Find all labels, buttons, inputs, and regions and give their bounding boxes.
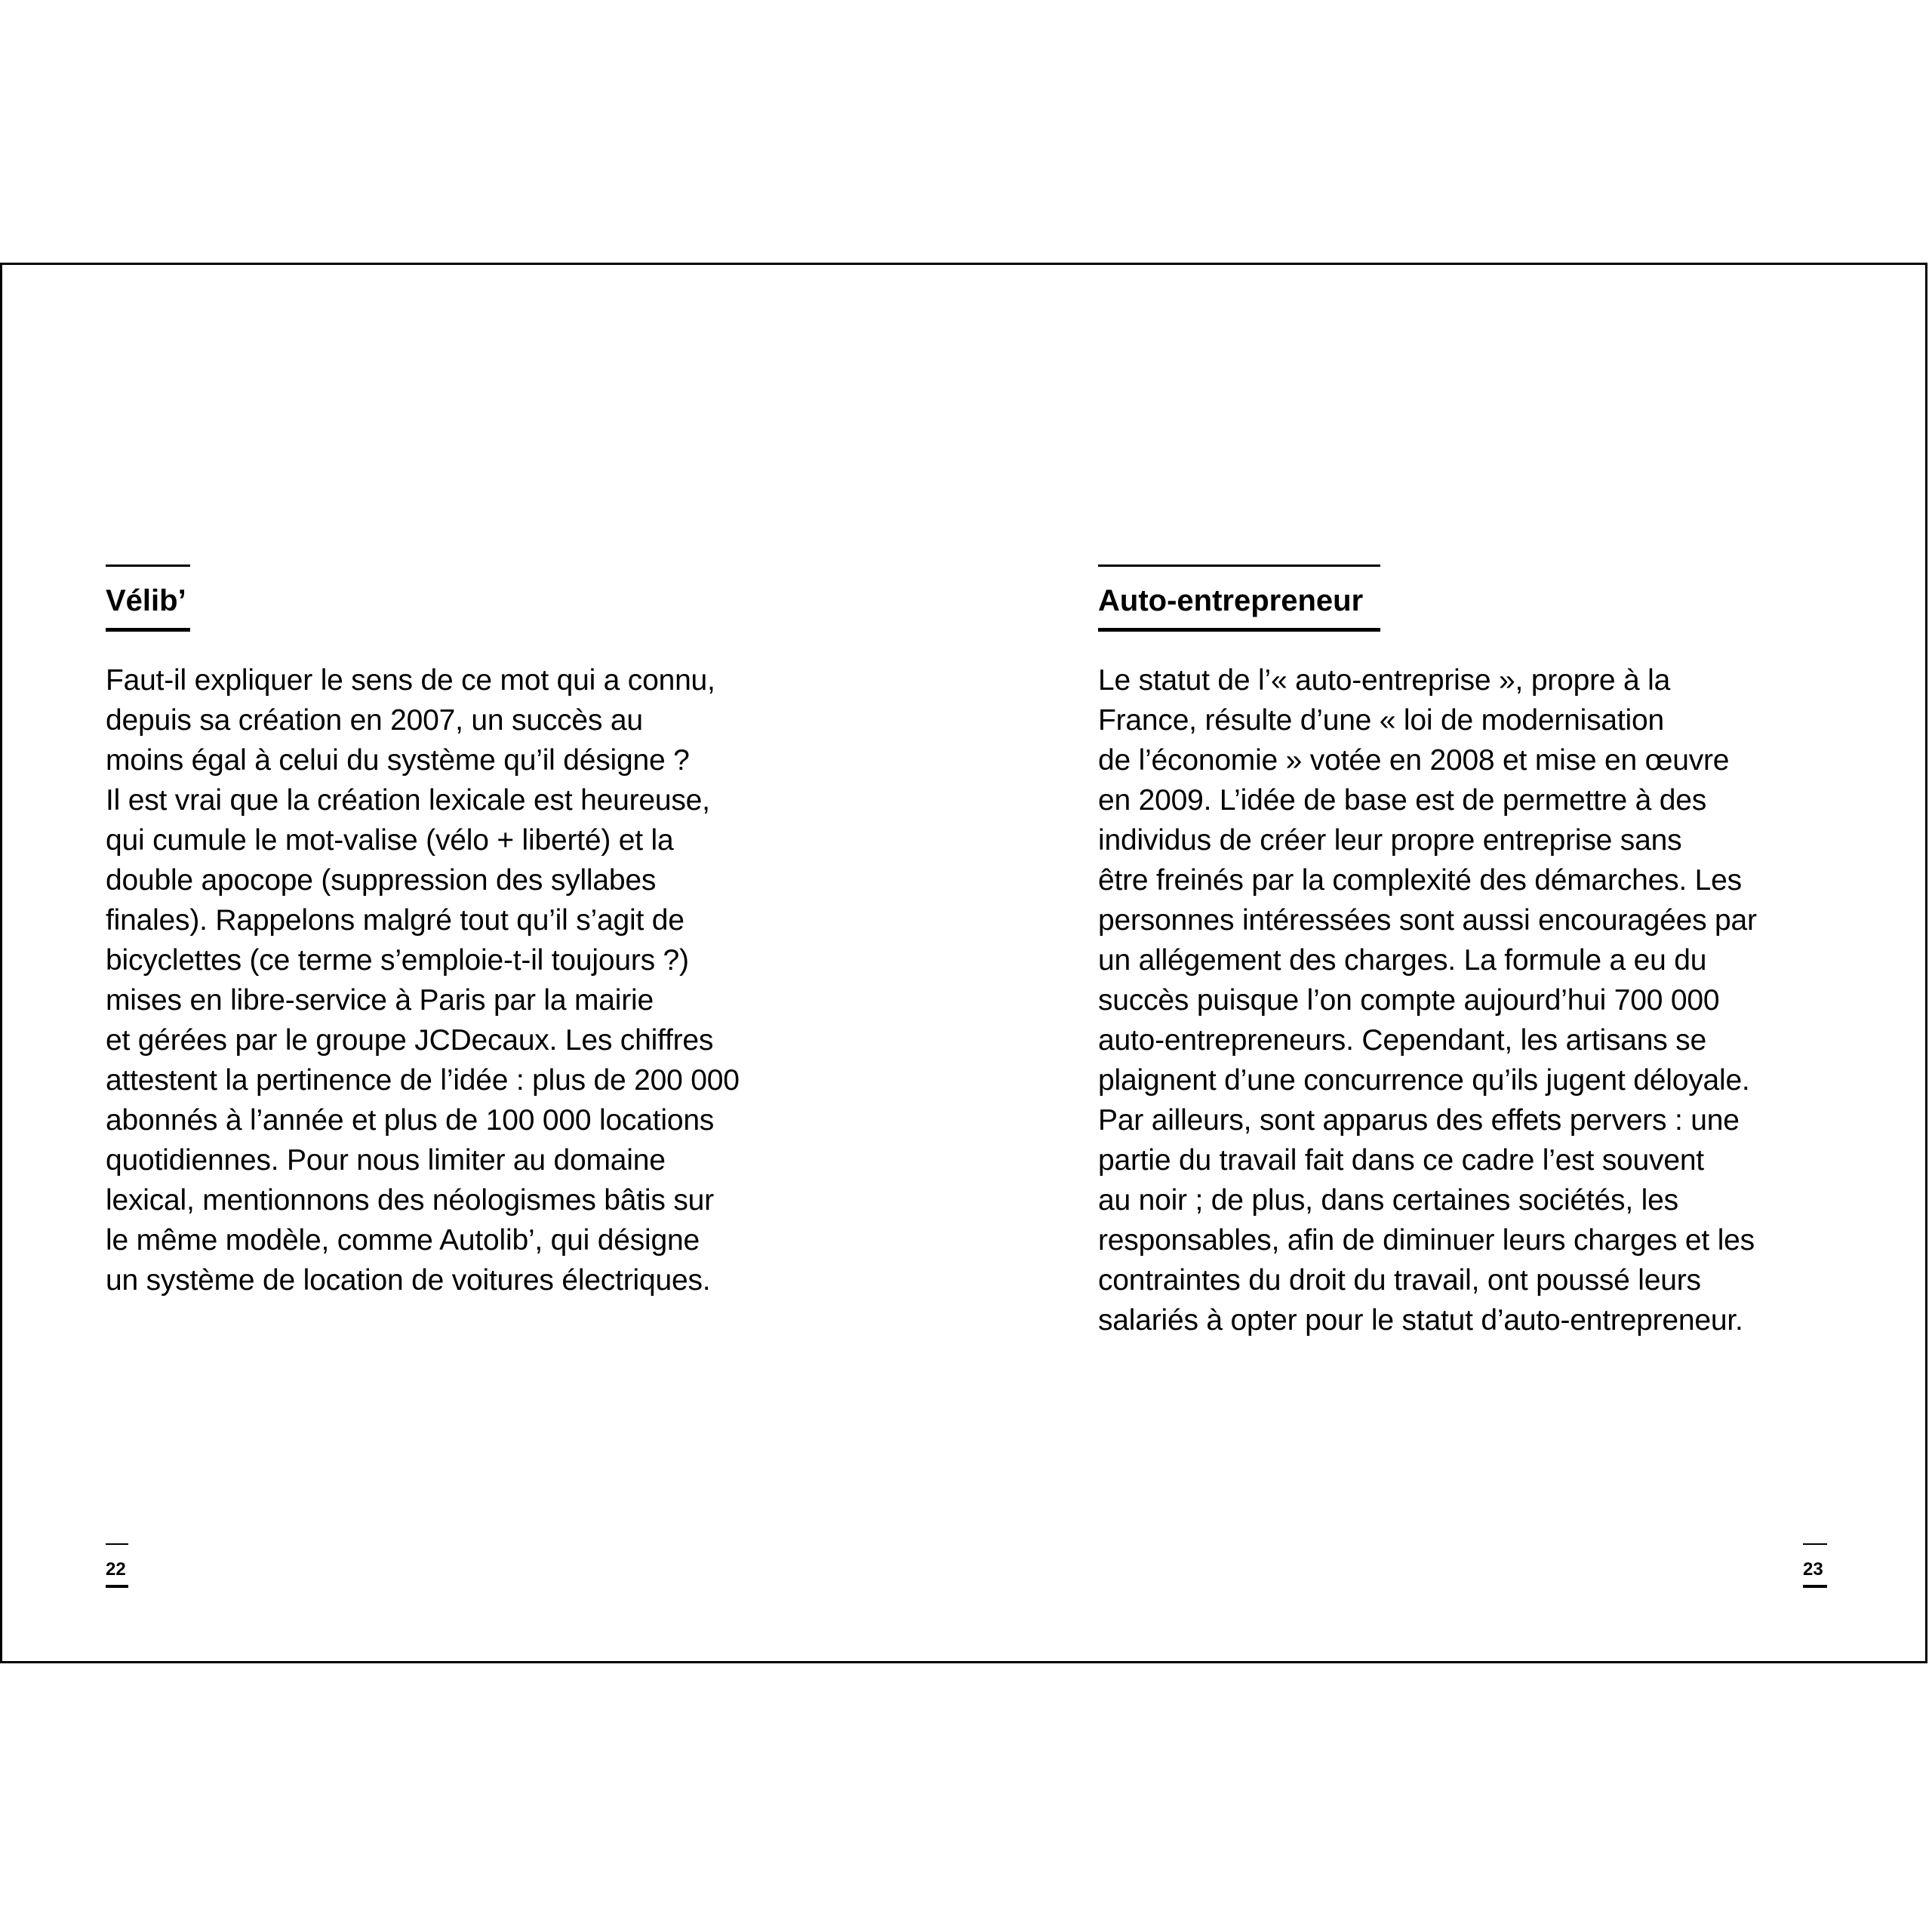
left-page-title: Vélib’ bbox=[106, 584, 186, 617]
body-line: Par ailleurs, sont apparus des effets pervers : une bbox=[1098, 1104, 1740, 1137]
right-page-number-top-rule bbox=[1803, 1543, 1827, 1545]
left-page-number: 22 bbox=[106, 1559, 126, 1580]
body-line: Faut-il expliquer le sens de ce mot qui a connu, bbox=[106, 664, 715, 697]
left-title-top-rule bbox=[106, 565, 190, 567]
body-line: au noir ; de plus, dans certaines sociétés, les bbox=[1098, 1184, 1678, 1217]
body-line: un système de location de voitures électriques. bbox=[106, 1264, 711, 1297]
body-line: personnes intéressées sont aussi encouragées par bbox=[1098, 904, 1757, 937]
body-line: finales). Rappelons malgré tout qu’il s’agit de bbox=[106, 904, 685, 937]
body-line: auto-entrepreneurs. Cependant, les artisans se bbox=[1098, 1024, 1706, 1057]
body-line: plaignent d’une concurrence qu’ils jugent déloyale. bbox=[1098, 1064, 1750, 1097]
body-line: mises en libre-service à Paris par la mairie bbox=[106, 984, 654, 1017]
left-page-number-underline bbox=[106, 1585, 128, 1588]
left-page-number-top-rule bbox=[106, 1543, 128, 1545]
body-line: abonnés à l’année et plus de 100 000 locations bbox=[106, 1104, 715, 1137]
right-title-top-rule bbox=[1098, 565, 1380, 567]
body-line: France, résulte d’une « loi de modernisation bbox=[1098, 704, 1664, 737]
body-line: et gérées par le groupe JCDecaux. Les chiffres bbox=[106, 1024, 714, 1057]
body-line: moins égal à celui du système qu’il désigne ? bbox=[106, 744, 690, 777]
body-line: depuis sa création en 2007, un succès au bbox=[106, 704, 643, 737]
body-line: en 2009. L’idée de base est de permettre à des bbox=[1098, 784, 1707, 817]
body-line: Il est vrai que la création lexicale est heureuse, bbox=[106, 784, 710, 817]
body-line: attestent la pertinence de l’idée : plus de 200 000 bbox=[106, 1064, 740, 1097]
right-page-number: 23 bbox=[1803, 1559, 1823, 1580]
body-line: qui cumule le mot-valise (vélo + liberté) et la bbox=[106, 824, 674, 857]
body-line: individus de créer leur propre entreprise sans bbox=[1098, 824, 1682, 857]
body-line: bicyclettes (ce terme s’emploie-t-il toujours ?) bbox=[106, 944, 689, 977]
right-title-underline bbox=[1098, 628, 1380, 632]
right-page-number-underline bbox=[1803, 1585, 1827, 1588]
body-line: le même modèle, comme Autolib’, qui désigne bbox=[106, 1224, 700, 1257]
body-line: partie du travail fait dans ce cadre l’est souvent bbox=[1098, 1144, 1704, 1177]
body-line: lexical, mentionnons des néologismes bâtis sur bbox=[106, 1184, 714, 1217]
body-line: Le statut de l’« auto-entreprise », propre à la bbox=[1098, 664, 1671, 697]
body-line: responsables, afin de diminuer leurs charges et les bbox=[1098, 1224, 1755, 1257]
body-line: double apocope (suppression des syllabes bbox=[106, 864, 657, 897]
body-line: quotidiennes. Pour nous limiter au domaine bbox=[106, 1144, 666, 1177]
body-line: être freinés par la complexité des démarches. Les bbox=[1098, 864, 1742, 897]
body-line: succès puisque l’on compte aujourd’hui 700 000 bbox=[1098, 984, 1720, 1017]
left-title-underline bbox=[106, 628, 190, 632]
right-page-title: Auto-entrepreneur bbox=[1098, 584, 1364, 617]
body-line: de l’économie » votée en 2008 et mise en œuvre bbox=[1098, 744, 1730, 777]
body-line: salariés à opter pour le statut d’auto-entrepreneur. bbox=[1098, 1304, 1743, 1337]
body-line: un allégement des charges. La formule a eu du bbox=[1098, 944, 1707, 977]
body-line: contraintes du droit du travail, ont poussé leurs bbox=[1098, 1264, 1701, 1297]
